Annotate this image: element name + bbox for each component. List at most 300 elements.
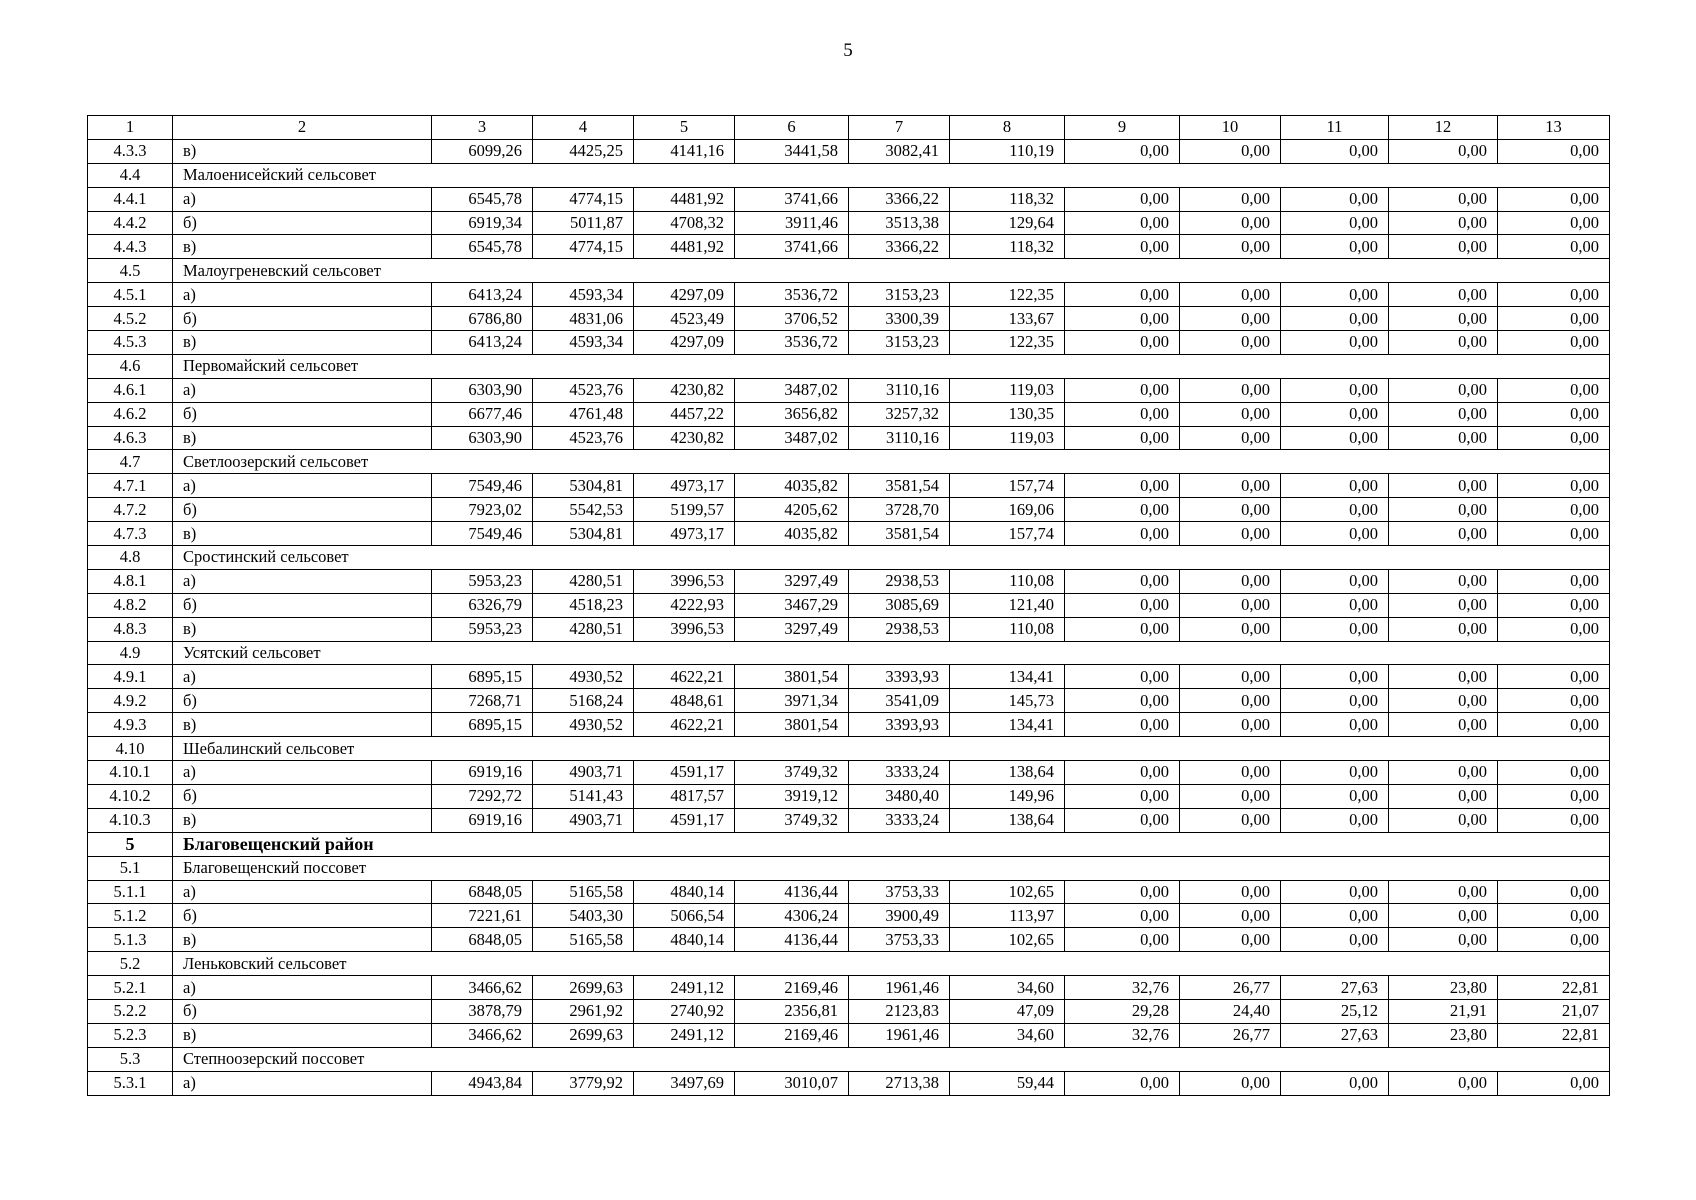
table-cell: 4973,17 [634, 474, 735, 498]
table-cell: 2938,53 [849, 617, 950, 641]
table-cell: 6413,24 [432, 331, 533, 355]
table-cell: 3749,32 [735, 761, 849, 785]
table-cell: 3487,02 [735, 426, 849, 450]
section-title: Благовещенский район [173, 832, 1610, 856]
row-number: 4.9.3 [88, 713, 173, 737]
table-cell: 0,00 [1281, 522, 1389, 546]
table-cell: 29,28 [1065, 999, 1180, 1023]
table-cell: 0,00 [1281, 784, 1389, 808]
column-header: 2 [173, 116, 432, 140]
row-number: 5.2 [88, 952, 173, 976]
table-cell: 4222,93 [634, 593, 735, 617]
table-cell: 0,00 [1389, 211, 1498, 235]
table-cell: 0,00 [1498, 928, 1610, 952]
table-cell: 4840,14 [634, 880, 735, 904]
table-cell: 25,12 [1281, 999, 1389, 1023]
table-cell: 5953,23 [432, 617, 533, 641]
row-number: 4.5.3 [88, 331, 173, 355]
table-cell: 0,00 [1389, 617, 1498, 641]
table-cell: 1961,46 [849, 1023, 950, 1047]
row-label: а) [173, 1071, 432, 1095]
table-cell: 4280,51 [533, 569, 634, 593]
table-cell: 0,00 [1498, 713, 1610, 737]
table-cell: 0,00 [1498, 307, 1610, 331]
table-cell: 7549,46 [432, 522, 533, 546]
table-cell: 0,00 [1180, 211, 1281, 235]
table-row [88, 976, 1610, 1000]
row-number: 4.3.3 [88, 139, 173, 163]
table-cell: 3513,38 [849, 211, 950, 235]
table-row [88, 665, 1610, 689]
row-number: 4.8.1 [88, 569, 173, 593]
table-cell: 3082,41 [849, 139, 950, 163]
table-cell: 4591,17 [634, 761, 735, 785]
table-row [88, 474, 1610, 498]
row-number: 4.4.3 [88, 235, 173, 259]
table-cell: 4903,71 [533, 808, 634, 832]
table-cell: 3706,52 [735, 307, 849, 331]
table-cell: 3900,49 [849, 904, 950, 928]
table-cell: 34,60 [950, 1023, 1065, 1047]
column-header: 3 [432, 116, 533, 140]
row-label: а) [173, 187, 432, 211]
column-header: 1 [88, 116, 173, 140]
table-cell: 3919,12 [735, 784, 849, 808]
table-cell: 0,00 [1281, 665, 1389, 689]
table-cell: 130,35 [950, 402, 1065, 426]
table-cell: 6895,15 [432, 713, 533, 737]
table-cell: 3801,54 [735, 713, 849, 737]
table-cell: 3656,82 [735, 402, 849, 426]
table-cell: 0,00 [1389, 139, 1498, 163]
table-cell: 3366,22 [849, 235, 950, 259]
table-cell: 2740,92 [634, 999, 735, 1023]
table-cell: 3153,23 [849, 331, 950, 355]
table-cell: 0,00 [1065, 665, 1180, 689]
row-label: а) [173, 378, 432, 402]
table-cell: 6919,34 [432, 211, 533, 235]
table-cell: 4481,92 [634, 187, 735, 211]
table-row [88, 1071, 1610, 1095]
table-cell: 0,00 [1281, 928, 1389, 952]
table-cell: 6545,78 [432, 235, 533, 259]
table-cell: 0,00 [1498, 498, 1610, 522]
table-cell: 2123,83 [849, 999, 950, 1023]
table-cell: 2699,63 [533, 976, 634, 1000]
table-cell: 5168,24 [533, 689, 634, 713]
table-cell: 0,00 [1065, 880, 1180, 904]
table-cell: 0,00 [1389, 498, 1498, 522]
table-cell: 0,00 [1498, 187, 1610, 211]
table-cell: 3753,33 [849, 880, 950, 904]
table-cell: 0,00 [1389, 378, 1498, 402]
table-cell: 110,08 [950, 617, 1065, 641]
table-cell: 3971,34 [735, 689, 849, 713]
table-row [88, 928, 1610, 952]
table-cell: 1961,46 [849, 976, 950, 1000]
table-cell: 0,00 [1389, 331, 1498, 355]
section-row [88, 832, 1610, 856]
table-cell: 3753,33 [849, 928, 950, 952]
table-cell: 0,00 [1180, 187, 1281, 211]
row-number: 5.1.2 [88, 904, 173, 928]
table-cell: 2713,38 [849, 1071, 950, 1095]
table-cell: 5011,87 [533, 211, 634, 235]
table-cell: 4481,92 [634, 235, 735, 259]
row-label: в) [173, 808, 432, 832]
row-number: 4.9 [88, 641, 173, 665]
table-cell: 7549,46 [432, 474, 533, 498]
section-row [88, 259, 1610, 283]
table-cell: 32,76 [1065, 976, 1180, 1000]
table-cell: 27,63 [1281, 1023, 1389, 1047]
row-number: 4.7.1 [88, 474, 173, 498]
table-cell: 0,00 [1180, 474, 1281, 498]
section-title: Малоенисейский сельсовет [173, 163, 1610, 187]
table-cell: 2491,12 [634, 976, 735, 1000]
table-cell: 0,00 [1389, 187, 1498, 211]
row-number: 5.1 [88, 856, 173, 880]
table-row [88, 761, 1610, 785]
table-cell: 110,19 [950, 139, 1065, 163]
table-cell: 2961,92 [533, 999, 634, 1023]
table-row [88, 522, 1610, 546]
table-cell: 2169,46 [735, 1023, 849, 1047]
table-cell: 4297,09 [634, 331, 735, 355]
table-cell: 0,00 [1180, 426, 1281, 450]
table-cell: 0,00 [1498, 617, 1610, 641]
row-label: а) [173, 976, 432, 1000]
table-cell: 3741,66 [735, 187, 849, 211]
table-cell: 0,00 [1065, 928, 1180, 952]
table-cell: 118,32 [950, 235, 1065, 259]
row-number: 4.5.2 [88, 307, 173, 331]
section-row [88, 354, 1610, 378]
table-cell: 0,00 [1065, 211, 1180, 235]
row-label: б) [173, 904, 432, 928]
row-label: а) [173, 761, 432, 785]
table-cell: 3441,58 [735, 139, 849, 163]
table-cell: 3536,72 [735, 331, 849, 355]
table-cell: 134,41 [950, 665, 1065, 689]
table-row [88, 378, 1610, 402]
page-number: 5 [843, 40, 853, 61]
table-cell: 0,00 [1389, 928, 1498, 952]
table-cell: 0,00 [1065, 617, 1180, 641]
table-cell: 0,00 [1180, 904, 1281, 928]
table-cell: 3466,62 [432, 976, 533, 1000]
table-cell: 0,00 [1498, 402, 1610, 426]
table-row [88, 283, 1610, 307]
table-cell: 0,00 [1281, 593, 1389, 617]
table-cell: 3741,66 [735, 235, 849, 259]
table-cell: 0,00 [1281, 904, 1389, 928]
row-label: в) [173, 617, 432, 641]
section-row [88, 952, 1610, 976]
row-number: 4.6.2 [88, 402, 173, 426]
table-cell: 0,00 [1389, 235, 1498, 259]
table-cell: 0,00 [1281, 1071, 1389, 1095]
row-number: 4.10 [88, 737, 173, 761]
table-cell: 0,00 [1281, 761, 1389, 785]
row-number: 4.7.3 [88, 522, 173, 546]
table-cell: 4523,76 [533, 426, 634, 450]
table-cell: 6919,16 [432, 761, 533, 785]
table-cell: 4523,76 [533, 378, 634, 402]
table-cell: 113,97 [950, 904, 1065, 928]
table-cell: 0,00 [1180, 617, 1281, 641]
row-label: а) [173, 283, 432, 307]
table-cell: 0,00 [1498, 211, 1610, 235]
table-cell: 0,00 [1281, 689, 1389, 713]
table-cell: 4523,49 [634, 307, 735, 331]
row-label: б) [173, 402, 432, 426]
table-cell: 24,40 [1180, 999, 1281, 1023]
row-number: 4.8.3 [88, 617, 173, 641]
table-cell: 3297,49 [735, 569, 849, 593]
table-cell: 0,00 [1065, 402, 1180, 426]
section-row [88, 450, 1610, 474]
section-title: Светлоозерский сельсовет [173, 450, 1610, 474]
row-label: б) [173, 211, 432, 235]
table-cell: 0,00 [1498, 139, 1610, 163]
table-cell: 0,00 [1065, 569, 1180, 593]
table-cell: 0,00 [1281, 187, 1389, 211]
table-cell: 0,00 [1498, 569, 1610, 593]
table-cell: 7923,02 [432, 498, 533, 522]
table-cell: 0,00 [1498, 665, 1610, 689]
table-cell: 6848,05 [432, 880, 533, 904]
table-cell: 5953,23 [432, 569, 533, 593]
table-cell: 0,00 [1389, 1071, 1498, 1095]
table-cell: 0,00 [1065, 139, 1180, 163]
table-cell: 0,00 [1281, 713, 1389, 737]
table-cell: 145,73 [950, 689, 1065, 713]
row-label: б) [173, 593, 432, 617]
table-cell: 4708,32 [634, 211, 735, 235]
row-number: 4.6 [88, 354, 173, 378]
table-cell: 4035,82 [735, 474, 849, 498]
table-cell: 0,00 [1180, 402, 1281, 426]
table-cell: 6786,80 [432, 307, 533, 331]
table-cell: 0,00 [1281, 569, 1389, 593]
table-cell: 4425,25 [533, 139, 634, 163]
table-cell: 4761,48 [533, 402, 634, 426]
row-number: 4.5.1 [88, 283, 173, 307]
table-cell: 0,00 [1389, 307, 1498, 331]
table-cell: 5542,53 [533, 498, 634, 522]
table-cell: 0,00 [1281, 378, 1389, 402]
table-cell: 23,80 [1389, 976, 1498, 1000]
table-cell: 5141,43 [533, 784, 634, 808]
table-cell: 0,00 [1180, 139, 1281, 163]
table-cell: 134,41 [950, 713, 1065, 737]
column-header-row [88, 116, 1610, 140]
table-cell: 6545,78 [432, 187, 533, 211]
table-cell: 4457,22 [634, 402, 735, 426]
table-cell: 0,00 [1281, 474, 1389, 498]
table-cell: 23,80 [1389, 1023, 1498, 1047]
table-cell: 0,00 [1498, 593, 1610, 617]
table-cell: 3996,53 [634, 617, 735, 641]
table-cell: 0,00 [1180, 808, 1281, 832]
table-cell: 0,00 [1389, 904, 1498, 928]
table-cell: 3581,54 [849, 522, 950, 546]
table-cell: 4141,16 [634, 139, 735, 163]
table-cell: 0,00 [1065, 784, 1180, 808]
tariff-table [87, 115, 1610, 1096]
table-cell: 5304,81 [533, 522, 634, 546]
table-row [88, 880, 1610, 904]
row-label: в) [173, 331, 432, 355]
table-cell: 26,77 [1180, 976, 1281, 1000]
table-row [88, 713, 1610, 737]
table-cell: 0,00 [1065, 1071, 1180, 1095]
table-row [88, 593, 1610, 617]
table-cell: 0,00 [1180, 1071, 1281, 1095]
row-label: б) [173, 784, 432, 808]
table-cell: 0,00 [1281, 808, 1389, 832]
table-cell: 0,00 [1281, 617, 1389, 641]
table-cell: 0,00 [1281, 880, 1389, 904]
table-cell: 6848,05 [432, 928, 533, 952]
table-cell: 6895,15 [432, 665, 533, 689]
section-title: Малоугреневский сельсовет [173, 259, 1610, 283]
table-cell: 0,00 [1281, 235, 1389, 259]
table-cell: 3480,40 [849, 784, 950, 808]
table-cell: 3085,69 [849, 593, 950, 617]
table-cell: 3393,93 [849, 665, 950, 689]
table-cell: 3110,16 [849, 426, 950, 450]
section-title: Леньковский сельсовет [173, 952, 1610, 976]
table-cell: 3581,54 [849, 474, 950, 498]
table-cell: 0,00 [1180, 569, 1281, 593]
section-title: Первомайский сельсовет [173, 354, 1610, 378]
table-cell: 0,00 [1065, 689, 1180, 713]
row-number: 4.4.2 [88, 211, 173, 235]
table-cell: 157,74 [950, 522, 1065, 546]
table-cell: 157,74 [950, 474, 1065, 498]
row-label: б) [173, 689, 432, 713]
table-cell: 102,65 [950, 880, 1065, 904]
table-cell: 0,00 [1281, 498, 1389, 522]
row-label: в) [173, 928, 432, 952]
column-header: 5 [634, 116, 735, 140]
table-cell: 4774,15 [533, 187, 634, 211]
row-number: 4.10.2 [88, 784, 173, 808]
table-cell: 0,00 [1065, 522, 1180, 546]
table-cell: 7268,71 [432, 689, 533, 713]
row-label: а) [173, 665, 432, 689]
table-cell: 3466,62 [432, 1023, 533, 1047]
table-cell: 121,40 [950, 593, 1065, 617]
table-cell: 0,00 [1498, 235, 1610, 259]
table-cell: 0,00 [1065, 474, 1180, 498]
row-number: 4.9.2 [88, 689, 173, 713]
table-cell: 129,64 [950, 211, 1065, 235]
table-cell: 4943,84 [432, 1071, 533, 1095]
table-cell: 4035,82 [735, 522, 849, 546]
column-header: 4 [533, 116, 634, 140]
table-cell: 0,00 [1498, 784, 1610, 808]
column-header: 6 [735, 116, 849, 140]
table-cell: 3536,72 [735, 283, 849, 307]
row-number: 5.1.1 [88, 880, 173, 904]
row-number: 4.4 [88, 163, 173, 187]
section-row [88, 163, 1610, 187]
row-number: 4.4.1 [88, 187, 173, 211]
table-cell: 4840,14 [634, 928, 735, 952]
table-row [88, 498, 1610, 522]
table-row [88, 307, 1610, 331]
table-cell: 0,00 [1389, 569, 1498, 593]
row-label: б) [173, 307, 432, 331]
row-number: 4.10.3 [88, 808, 173, 832]
table-cell: 138,64 [950, 808, 1065, 832]
table-cell: 3911,46 [735, 211, 849, 235]
table-cell: 4903,71 [533, 761, 634, 785]
table-cell: 6303,90 [432, 426, 533, 450]
table-cell: 0,00 [1065, 498, 1180, 522]
table-cell: 0,00 [1281, 307, 1389, 331]
table-cell: 119,03 [950, 378, 1065, 402]
table-cell: 0,00 [1065, 378, 1180, 402]
table-cell: 0,00 [1281, 139, 1389, 163]
table-cell: 7292,72 [432, 784, 533, 808]
column-header: 8 [950, 116, 1065, 140]
table-cell: 2699,63 [533, 1023, 634, 1047]
table-cell: 3749,32 [735, 808, 849, 832]
table-cell: 0,00 [1281, 331, 1389, 355]
table-cell: 0,00 [1065, 331, 1180, 355]
section-row [88, 737, 1610, 761]
row-number: 4.7.2 [88, 498, 173, 522]
table-cell: 0,00 [1498, 761, 1610, 785]
row-number: 4.8 [88, 546, 173, 570]
table-cell: 4848,61 [634, 689, 735, 713]
table-cell: 0,00 [1389, 784, 1498, 808]
table-cell: 4831,06 [533, 307, 634, 331]
table-cell: 3366,22 [849, 187, 950, 211]
row-number: 4.6.1 [88, 378, 173, 402]
table-cell: 4622,21 [634, 713, 735, 737]
table-cell: 4817,57 [634, 784, 735, 808]
row-label: а) [173, 880, 432, 904]
table-cell: 0,00 [1065, 761, 1180, 785]
table-cell: 21,07 [1498, 999, 1610, 1023]
table-cell: 3110,16 [849, 378, 950, 402]
table-cell: 0,00 [1065, 593, 1180, 617]
table-cell: 0,00 [1498, 474, 1610, 498]
row-label: в) [173, 139, 432, 163]
table-cell: 5304,81 [533, 474, 634, 498]
table-cell: 0,00 [1180, 928, 1281, 952]
table-cell: 0,00 [1180, 593, 1281, 617]
table-cell: 0,00 [1180, 307, 1281, 331]
table-cell: 4230,82 [634, 426, 735, 450]
table-row [88, 784, 1610, 808]
table-cell: 2938,53 [849, 569, 950, 593]
table-cell: 0,00 [1180, 665, 1281, 689]
table-cell: 0,00 [1389, 593, 1498, 617]
table-row [88, 139, 1610, 163]
table-cell: 0,00 [1180, 378, 1281, 402]
table-cell: 149,96 [950, 784, 1065, 808]
table-cell: 0,00 [1498, 283, 1610, 307]
table-cell: 5403,30 [533, 904, 634, 928]
table-cell: 3010,07 [735, 1071, 849, 1095]
table-row [88, 1023, 1610, 1047]
